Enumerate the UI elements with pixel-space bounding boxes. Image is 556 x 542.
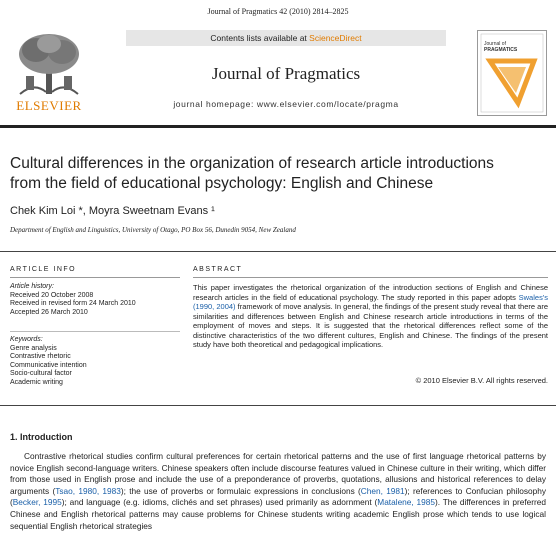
intro-text: logical sequential English rhetorical strategies xyxy=(10,508,546,531)
keyword-item: Academic writing xyxy=(10,378,63,386)
history-heading: Article history: xyxy=(10,283,54,290)
keyword-item: Contrastive rhetoric xyxy=(10,353,71,361)
paper-title-line-2: from the field of educational psychology: English and Chinese xyxy=(10,175,434,192)
intro-text: ). The differences in preferred Chinese and English rhetorical patterns may cause problems for Chinese students writing academic English prose which tends to use xyxy=(10,497,547,519)
article-info-label: ARTICLE INFO xyxy=(10,266,77,273)
contents-bar xyxy=(126,30,446,46)
accepted-date: Accepted 26 March 2010 xyxy=(10,308,88,316)
revised-date: Received in revised form 24 March 2010 xyxy=(10,300,136,308)
journal-masthead xyxy=(8,30,548,118)
intro-text: ); references to Confucian philosophy ( xyxy=(10,485,547,508)
reference-link[interactable]: Matalene, 1985 xyxy=(377,497,435,508)
keyword-item: Genre analysis xyxy=(10,344,57,352)
journal-homepage xyxy=(126,99,446,109)
journal-title: Journal of Pragmatics xyxy=(211,64,361,83)
keywords-rule xyxy=(10,331,180,332)
article-info-rule xyxy=(10,277,180,278)
keywords-block xyxy=(10,336,180,388)
abstract-rule xyxy=(193,277,548,278)
abstract-part-1: This paper investigates the rhetorical organization of the introduction sections of English and Chinese research articles in the field of educational psychology. The study reported in this paper adopts xyxy=(193,283,548,302)
journal-cover-image-icon xyxy=(478,31,546,115)
intro-text: ); and language (e.g. idioms, clichés and set phrases) used primarily as adornment ( xyxy=(61,497,378,508)
svg-text:Journal of: Journal of xyxy=(484,41,506,47)
abstract-label: ABSTRACT xyxy=(193,266,243,273)
keyword-item: Communicative intention xyxy=(10,361,87,369)
journal-citation: Journal of Pragmatics 42 (2010) 2814–2825 xyxy=(207,7,349,16)
homepage-prefix: journal homepage: xyxy=(173,99,257,109)
paper-title-line-1: Cultural differences in the organization of research article introductions xyxy=(10,155,494,172)
elsevier-logo[interactable] xyxy=(8,30,90,116)
header-rule xyxy=(0,125,556,128)
keyword-item: Socio-cultural factor xyxy=(10,370,72,378)
abstract-part-2: framework of move analysis. In general, the findings of the present study reveal that there are similarities and differences between English and Chinese research article introductions in terms of the employment of moves and steps. It is suggested that the rhetorical differences reflect some of the distinctive characteristics of the two different cultures, English and Chinese. The findings of the present study have both theoretical and pedagogical implications. xyxy=(193,302,548,349)
article-history xyxy=(10,283,180,317)
intro-text: ); the use of proverbs or formulaic expressions in conclusions ( xyxy=(120,485,361,496)
paper-authors: Chek Kim Loi *, Moyra Sweetnam Evans ¹ xyxy=(10,205,215,217)
section-rule xyxy=(0,251,556,252)
author-affiliation: Department of English and Linguistics, University of Otago, PO Box 56, Dunedin 9054, New Zealand xyxy=(10,226,296,234)
section-heading: 1. Introduction xyxy=(10,432,73,442)
svg-text:PRAGMATICS: PRAGMATICS xyxy=(484,47,518,53)
keywords-heading: Keywords: xyxy=(10,336,43,343)
journal-info-box xyxy=(126,30,446,118)
reference-link[interactable]: Swales's (1990, 2004) xyxy=(193,292,548,311)
reference-link[interactable]: Tsao, 1980, 1983 xyxy=(55,485,121,496)
homepage-link[interactable]: www.elsevier.com/locate/pragma xyxy=(256,99,399,109)
reference-link[interactable]: Becker, 1995 xyxy=(12,497,62,508)
publisher-name: ELSEVIER xyxy=(16,98,82,113)
received-date: Received 20 October 2008 xyxy=(10,291,94,299)
copyright-notice: © 2010 Elsevier B.V. All rights reserved. xyxy=(415,376,548,385)
sciencedirect-link[interactable]: ScienceDirect xyxy=(309,33,362,43)
abstract-text xyxy=(193,283,548,350)
abstract-bottom-rule xyxy=(0,405,556,406)
journal-cover[interactable] xyxy=(477,30,547,116)
contents-prefix: Contents lists available at xyxy=(210,33,310,43)
introduction-paragraph xyxy=(10,451,546,532)
reference-link[interactable]: Chen, 1981 xyxy=(360,485,405,496)
intro-text: Contrastive rhetorical studies confirm cultural preferences for certain rhetorical patterns and the use of first language rhetorical patterns by novice English second-language writers. Chinese speakers often include discourse features valued in Chinese culture in their writing, which differ from those used in English prose and include the use of a preponderance of proverbs, quotations, allusions and historical references to delay arguments ( xyxy=(10,451,546,496)
paper-title xyxy=(10,154,550,194)
elsevier-tree-icon xyxy=(14,32,84,96)
